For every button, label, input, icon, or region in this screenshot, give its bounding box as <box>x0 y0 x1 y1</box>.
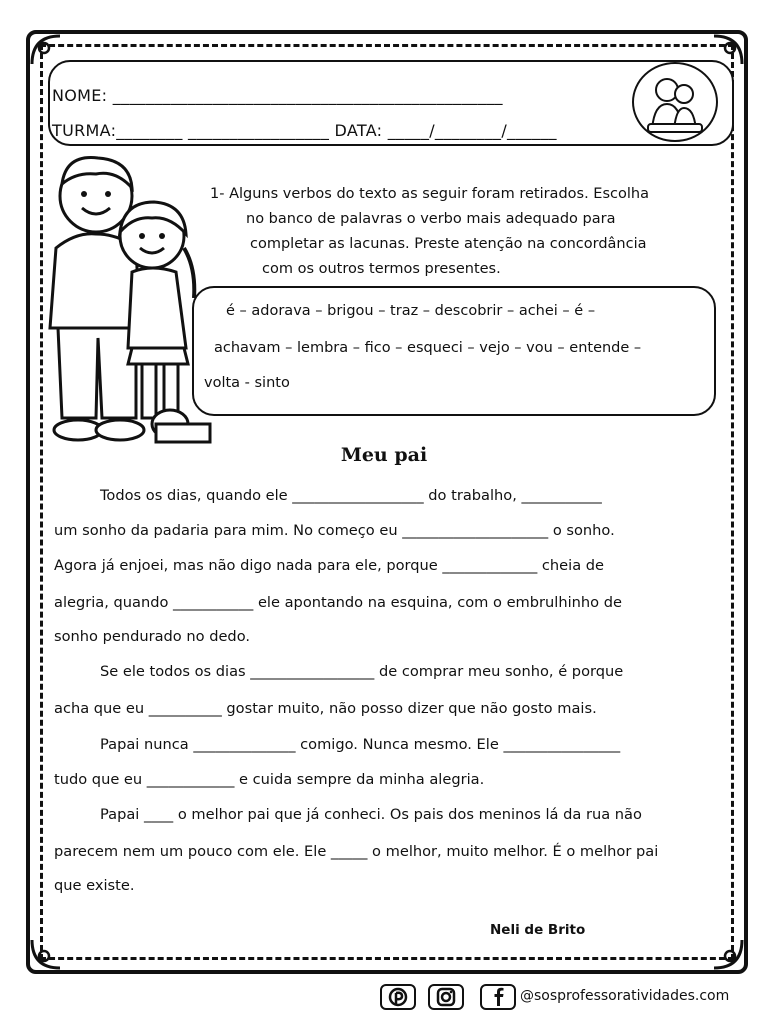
word-bank-line: é – adorava – brigou – traz – descobrir – achei – é – <box>226 303 596 319</box>
class-date-field-label: TURMA:________ _________________ DATA: _____/________/______ <box>52 121 557 140</box>
story-line: tudo que eu ____________ e cuida sempre da minha alegria. <box>54 771 485 788</box>
father-daughter-illustration-icon <box>36 148 216 448</box>
corner-ornament-icon <box>30 936 64 970</box>
instruction-line: 1- Alguns verbos do texto as seguir foram retirados. Escolha <box>210 186 649 202</box>
story-line: que existe. <box>54 877 135 894</box>
story-title: Meu pai <box>340 444 428 466</box>
story-line: parecem nem um pouco com ele. Ele _____ o melhor, muito melhor. É o melhor pai <box>54 843 659 860</box>
story-line: Se ele todos os dias _________________ de comprar meu sonho, é porque <box>100 663 624 680</box>
instruction-line: completar as lacunas. Preste atenção na concordância <box>250 236 647 252</box>
instruction-line: com os outros termos presentes. <box>262 261 501 277</box>
story-line: Todos os dias, quando ele __________________ do trabalho, ___________ <box>100 487 602 504</box>
word-bank-line: achavam – lembra – fico – esqueci – vejo – vou – entende – <box>214 340 642 356</box>
story-line: sonho pendurado no dedo. <box>54 628 251 645</box>
story-line: Papai nunca ______________ comigo. Nunca mesmo. Ele ________________ <box>100 736 621 753</box>
social-handle: @sosprofessoratividades.com <box>520 988 730 1004</box>
instruction-line: no banco de palavras o verbo mais adequado para <box>246 211 616 227</box>
word-bank-line: volta - sinto <box>204 375 290 391</box>
exercise-instruction <box>200 182 730 282</box>
instagram-icon[interactable] <box>428 984 464 1010</box>
name-field-label: NOME: _______________________________________________ <box>52 86 503 105</box>
story-line: Papai ____ o melhor pai que já conheci. Os pais dos meninos lá da rua não <box>100 806 642 823</box>
family-avatar-icon <box>632 62 718 142</box>
story-line: acha que eu __________ gostar muito, não posso dizer que não gosto mais. <box>54 700 597 717</box>
corner-ornament-icon <box>710 936 744 970</box>
story-line: alegria, quando ___________ ele apontando na esquina, com o embrulhinho de <box>54 594 622 611</box>
pinterest-icon[interactable] <box>380 984 416 1010</box>
story-line: um sonho da padaria para mim. No começo eu ____________________ o sonho. <box>54 522 615 539</box>
story-line: Agora já enjoei, mas não digo nada para ele, porque _____________ cheia de <box>54 557 605 574</box>
author-signature: Neli de Brito <box>490 922 586 938</box>
facebook-icon[interactable] <box>480 984 516 1010</box>
